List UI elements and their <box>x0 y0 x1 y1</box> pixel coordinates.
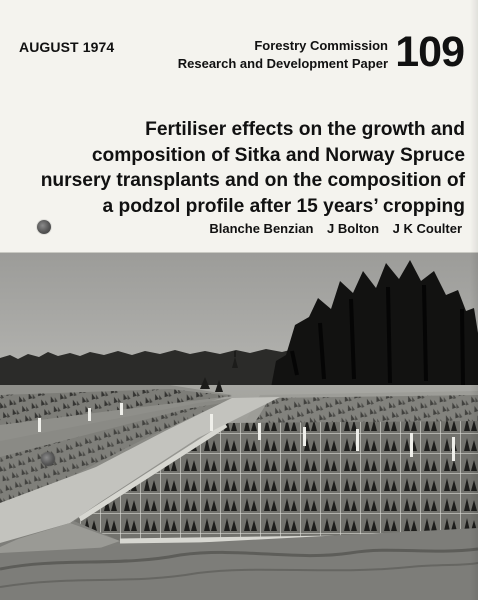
author-2: J Bolton <box>327 221 380 236</box>
author-1: Blanche Benzian <box>209 221 314 236</box>
punch-hole <box>41 452 55 466</box>
publication-date: AUGUST 1974 <box>19 39 115 55</box>
series-number: 109 <box>395 28 464 76</box>
title-line-3: nursery transplants and on the composition of <box>40 170 465 192</box>
nursery-photo-graphic <box>0 253 478 600</box>
title-line-1: Fertiliser effects on the growth and <box>145 119 465 140</box>
document-title <box>41 117 465 219</box>
title-line-2: composition of Sitka and Norway Spruce <box>91 144 465 166</box>
author-list <box>209 221 462 236</box>
author-3: J K Coulter <box>392 221 462 236</box>
publisher-block <box>178 37 388 73</box>
nursery-photo <box>0 252 478 600</box>
publisher-line-2: Research and Development Paper <box>177 56 388 71</box>
publisher-line-1: Forestry Commission <box>254 38 388 53</box>
punch-hole <box>37 220 51 234</box>
title-line-4: a podzol profile after 15 years’ cropping <box>102 195 465 217</box>
